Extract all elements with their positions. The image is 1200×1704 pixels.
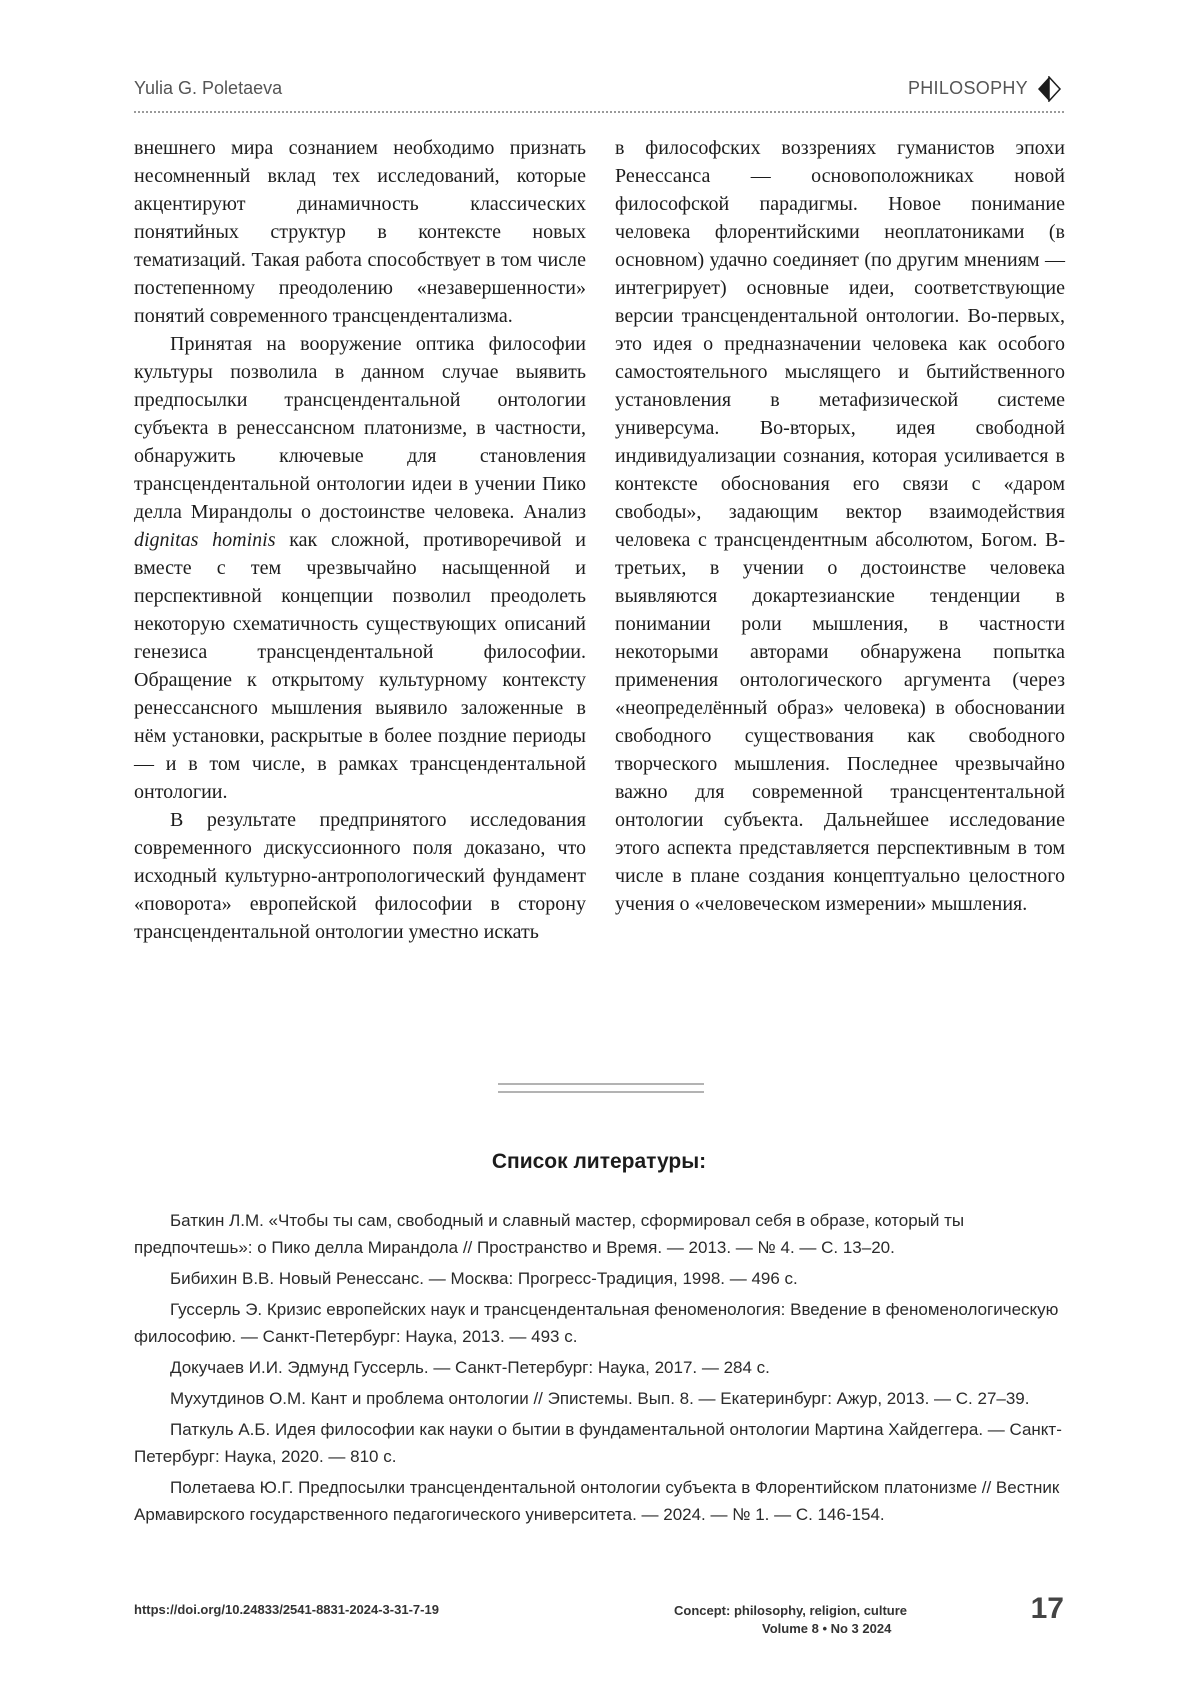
paragraph: в философских воззрениях гуманистов эпохи Ренессанса — основоположниках новой философской парадигмы. Новое понимание человека флорентийскими неоплатониками (в основном) удачно соединяет (по другим мнениям — интегрирует) основные идеи, соответствующие версии трансцендентальной онтологии. Во-первых, это идея о предназначении человека как особого самостоятельного мыслящего и бытийственного установления в метафизической системе универсума. Во-вторых, идея свободной индивидуализации сознания, которая усиливается в контексте обоснования его связи с «даром свободы», задающим вектор взаимодействия человека с трансцендентным абсолютом, Богом. В-третьих, в учении о достоинстве человека выявляются докартезианские тенденции в понимании роли мышления, в частности некоторыми авторами обнаружена попытка применения онтологического аргумента (через «неопределённый образ» человека) в обосновании свободного существования как свободного творческого мышления. Последнее чрезвычайно важно для современной трансцентентальной онтологии субъекта. Дальнейшее исследование этого аспекта представляется перспективным в том числе в плане создания концептуально целостного учения о «человеческом измерении» мышления. xyxy=(615,137,1065,915)
left-text-column xyxy=(134,134,586,946)
reference-item: Мухутдинов О.М. Кант и проблема онтологии // Эпистемы. Вып. 8. — Екатеринбург: Ажур, 2013. — С. 27–39. xyxy=(170,1389,1030,1408)
page-footer xyxy=(134,1592,1064,1648)
page-header xyxy=(134,76,1064,110)
reference-item: Баткин Л.М. «Чтобы ты сам, свободный и славный мастер, сформировал себя в образе, который ты предпочтешь»: о Пико делла Мирандола // Пространство и Время. — 2013. — № 4. — С. 13–20. xyxy=(134,1211,965,1257)
paragraph-text: Принятая на вооружение оптика философии культуры позволила в данном случае выявить предпосылки трансцендентальной онтологии субъекта в ренессансном платонизме, в частности, обнаружить ключевые для становления трансцендентальной онтологии идеи в учении Пико делла Мирандолы о достоинстве человека. Анализ xyxy=(134,333,586,523)
running-author: Yulia G. Poletaeva xyxy=(134,78,283,98)
running-section-title: PHILOSOPHY xyxy=(907,78,1028,98)
right-text-column xyxy=(615,134,1065,918)
reference-item: Полетаева Ю.Г. Предпосылки трансцендентальной онтологии субъекта в Флорентийском платонизме // Вестник Армавирского государственного педагогического университета. — 2024. — № 1. — С. 146-154. xyxy=(134,1478,1060,1524)
paragraph-text: как сложной, противоречивой и вместе с тем чрезвычайно насыщенной и перспективной концепции позволил преодолеть некоторую схематичность существующих описаний генезиса трансцендентальной философии. Обращение к открытому культурному контексту ренессансного мышления выявило заложенные в нём установки, раскрытые в более поздние периоды — и в том числе, в рамках трансцендентальной онтологии. xyxy=(134,529,587,803)
references-list xyxy=(134,1207,1064,1532)
paragraph: внешнего мира сознанием необходимо признать несомненный вклад тех исследований, которые акцентируют динамичность классических понятийных структур в контексте новых тематизаций. Такая работа способствует в том числе постепенному преодолению «незавершенности» понятий современного трансцендентализма. xyxy=(134,137,586,327)
paragraph: В результате предпринятого исследования современного дискуссионного поля доказано, что исходный культурно-антропологический фундамент «поворота» европейской философии в сторону трансцендентальной онтологии уместно искать xyxy=(134,809,586,943)
reference-item: Гуссерль Э. Кризис европейских наук и трансцендентальная феноменология: Введение в феноменологическую философию. — Санкт-Петербург: Наука, 2013. — 493 с. xyxy=(134,1300,1059,1346)
journal-volume: Volume 8 • No 3 2024 xyxy=(762,1621,892,1636)
page-number: 17 xyxy=(1030,1592,1064,1625)
header-dotted-rule xyxy=(134,111,1064,113)
paragraph xyxy=(134,330,586,806)
doi-link[interactable]: https://doi.org/10.24833/2541-8831-2024-3-31-7-19 xyxy=(134,1602,439,1617)
latin-term: dignitas hominis xyxy=(134,529,276,551)
journal-name: Concept: philosophy, religion, culture xyxy=(674,1603,908,1618)
references-title: Список литературы: xyxy=(491,1150,707,1173)
journal-info xyxy=(674,1602,907,1638)
reference-item: Паткуль А.Б. Идея философии как науки о бытии в фундаментальной онтологии Мартина Хайдеггера. — Санкт-Петербург: Наука, 2020. — 810 с. xyxy=(134,1420,1062,1466)
reference-item: Докучаев И.И. Эдмунд Гуссерль. — Санкт-Петербург: Наука, 2017. — 284 с. xyxy=(170,1358,770,1377)
section-divider xyxy=(498,1083,704,1093)
reference-item: Бибихин В.В. Новый Ренессанс. — Москва: Прогресс-Традиция, 1998. — 496 с. xyxy=(170,1269,798,1288)
diamond-logo-icon xyxy=(1034,76,1064,102)
